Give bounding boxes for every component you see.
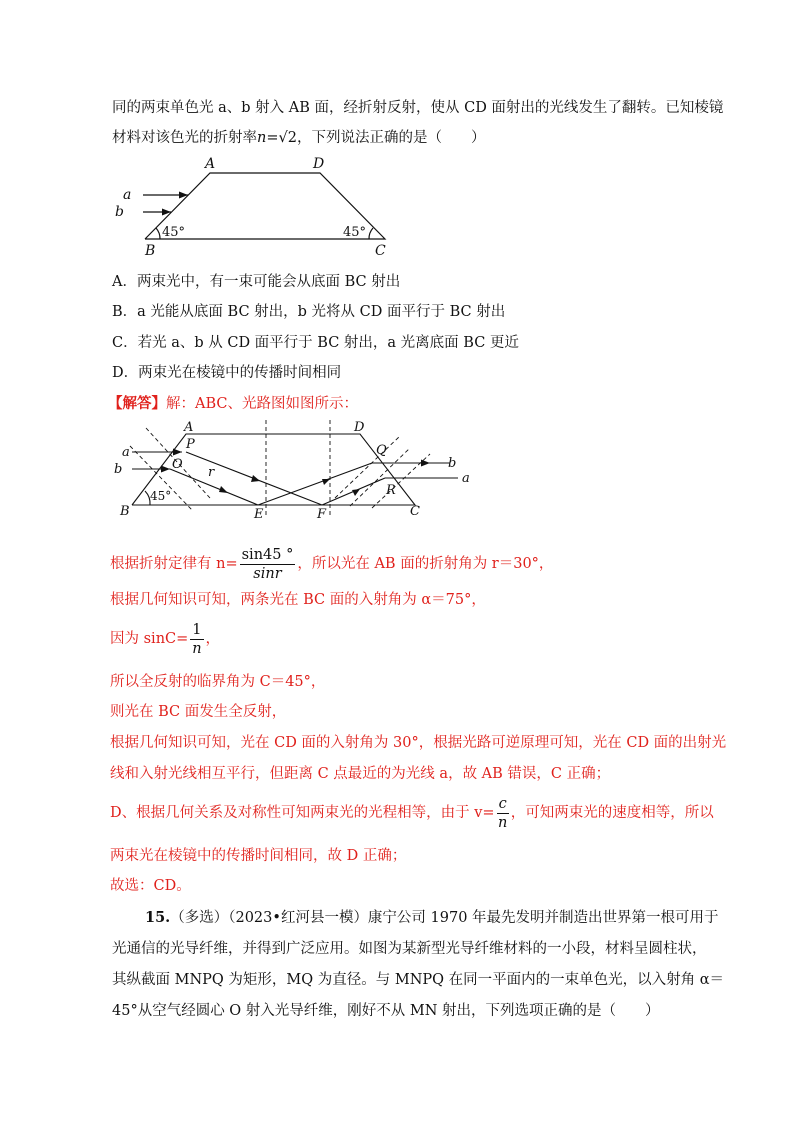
solution-l1-post: ，所以光在 AB 面的折射角为 r＝30°，	[297, 556, 554, 572]
solution-l8-post: ，可知两束光的速度相等，所以	[510, 805, 714, 821]
sqrt-two: √2	[278, 130, 297, 146]
light-path-figure	[110, 418, 480, 523]
solution-line-9: 两束光在棱镜中的传播时间相同，故 D 正确；	[110, 848, 407, 864]
arrow-b-out-icon	[421, 460, 430, 467]
fraction-sin45-over-sinr	[240, 546, 296, 583]
frac2-num: 1	[192, 621, 202, 638]
solution-l8-pre: D、根据几何关系及对称性可知两束光的光程相等，由于 v=	[110, 805, 495, 821]
prism-figure-1	[105, 152, 405, 262]
solution-l1-pre: 根据折射定律有 n=	[110, 556, 238, 572]
solution-l3-pre: 因为 sinC=	[110, 631, 189, 647]
solution-line-6: 根据几何知识可知，光在 CD 面的入射角为 30°，根据光路可逆原理可知，光在 CD 面的出射光	[110, 735, 727, 751]
arrow-F-up-icon	[352, 489, 360, 496]
question-text-line-2	[112, 128, 485, 148]
label2-a-in: a	[122, 445, 130, 460]
label-D: D	[313, 156, 325, 172]
label2-R: R	[386, 483, 396, 498]
frac1-den: sinr	[253, 565, 282, 582]
answer-intro: 解：ABC、光路图如图所示：	[166, 396, 358, 412]
label-C: C	[375, 243, 386, 259]
arrow-E-up-icon	[322, 479, 330, 485]
solution-line-8	[110, 794, 714, 832]
solution-line-2: 根据几何知识可知，两条光在 BC 面的入射角为 α＝75°，	[110, 592, 486, 608]
solution-line-3	[110, 620, 220, 658]
label2-A: A	[184, 420, 194, 435]
question-15-line-3: 其纵截面 MNPQ 为矩形，MQ 为直径。与 MNPQ 在同一平面内的一束单色光，以入射角 α＝	[112, 972, 725, 988]
answer-header	[108, 394, 358, 414]
label2-E: E	[254, 507, 264, 522]
label2-B: B	[120, 504, 130, 519]
label2-angle-B: 45°	[150, 489, 172, 503]
frac3-den: n	[497, 814, 508, 831]
option-a: A．两束光中，有一束可能会从底面 BC 射出	[112, 274, 401, 290]
angle-C-label: 45°	[343, 225, 367, 240]
solution-line-4: 所以全反射的临界角为 C＝45°，	[110, 674, 326, 690]
label2-a-out: a	[462, 471, 470, 486]
frac2-den: n	[192, 640, 202, 657]
label2-F: F	[317, 507, 327, 522]
question-15-line-4: 45°从空气经圆心 O 射入光导纤维，刚好不从 MN 射出，下列选项正确的是（ ）	[112, 1003, 660, 1019]
label2-r: r	[208, 465, 215, 480]
question-15-line-1	[145, 908, 719, 928]
refractive-index-symbol: n	[257, 130, 267, 146]
label2-P: P	[186, 437, 195, 452]
label2-b-out: b	[448, 456, 457, 471]
question-text-line-1: 同的两束单色光 a、b 射入 AB 面，经折射反射，使从 CD 面射出的光线发生了翻转。已知棱镜	[112, 100, 724, 116]
arrow-b-in-icon	[161, 466, 170, 473]
label-B: B	[145, 243, 156, 259]
question-15-number: 15.	[145, 909, 171, 926]
frac3-num: c	[498, 795, 507, 812]
solution-line-10: 故选：CD。	[110, 878, 191, 894]
label2-b-in: b	[114, 462, 123, 477]
answer-tag: 【解答】	[108, 395, 166, 412]
option-b: B．a 光能从底面 BC 射出，b 光将从 CD 面平行于 BC 射出	[112, 304, 506, 320]
option-c: C．若光 a、b 从 CD 面平行于 BC 射出，a 光离底面 BC 更近	[112, 335, 519, 351]
question-15-line-2: 光通信的光导纤维，并得到广泛应用。如图为某新型光导纤维材料的一小段，材料呈圆柱状，	[112, 941, 707, 957]
option-d: D．两束光在棱镜中的传播时间相同	[112, 365, 342, 381]
label-A: A	[205, 156, 216, 172]
arrow-b-inside-icon	[219, 486, 228, 493]
label-b: b	[115, 204, 124, 220]
label2-Q: Q	[376, 443, 387, 458]
solution-l3-post: ，	[205, 631, 221, 647]
solution-line-5: 则光在 BC 面发生全反射，	[110, 704, 287, 720]
frac1-num: sin45 °	[241, 546, 294, 563]
solution-line-1	[110, 545, 553, 583]
fraction-c-over-n	[497, 795, 509, 832]
label2-C: C	[410, 504, 420, 519]
label-a: a	[123, 187, 132, 203]
label2-D: D	[354, 420, 365, 435]
solution-line-7: 线和入射光线相互平行，但距离 C 点最近的为光线 a，故 AB 错误，C 正确；	[110, 766, 611, 782]
arrow-a-inside-icon	[251, 475, 260, 482]
label2-O: O	[172, 457, 183, 472]
question-text-suffix: ，下列说法正确的是（ ）	[296, 130, 486, 146]
arrow-a-in-icon	[173, 449, 182, 456]
angle-B-label: 45°	[162, 225, 186, 240]
fraction-1-over-n	[190, 621, 203, 658]
ray-reflect-E	[258, 463, 372, 505]
equals-sign: =	[266, 130, 279, 146]
question-15-text: （多选）（2023•红河县一模）康宁公司 1970 年最先发明并制造出世界第一根可用于	[170, 910, 719, 926]
question-text-prefix: 材料对该色光的折射率	[112, 130, 257, 146]
